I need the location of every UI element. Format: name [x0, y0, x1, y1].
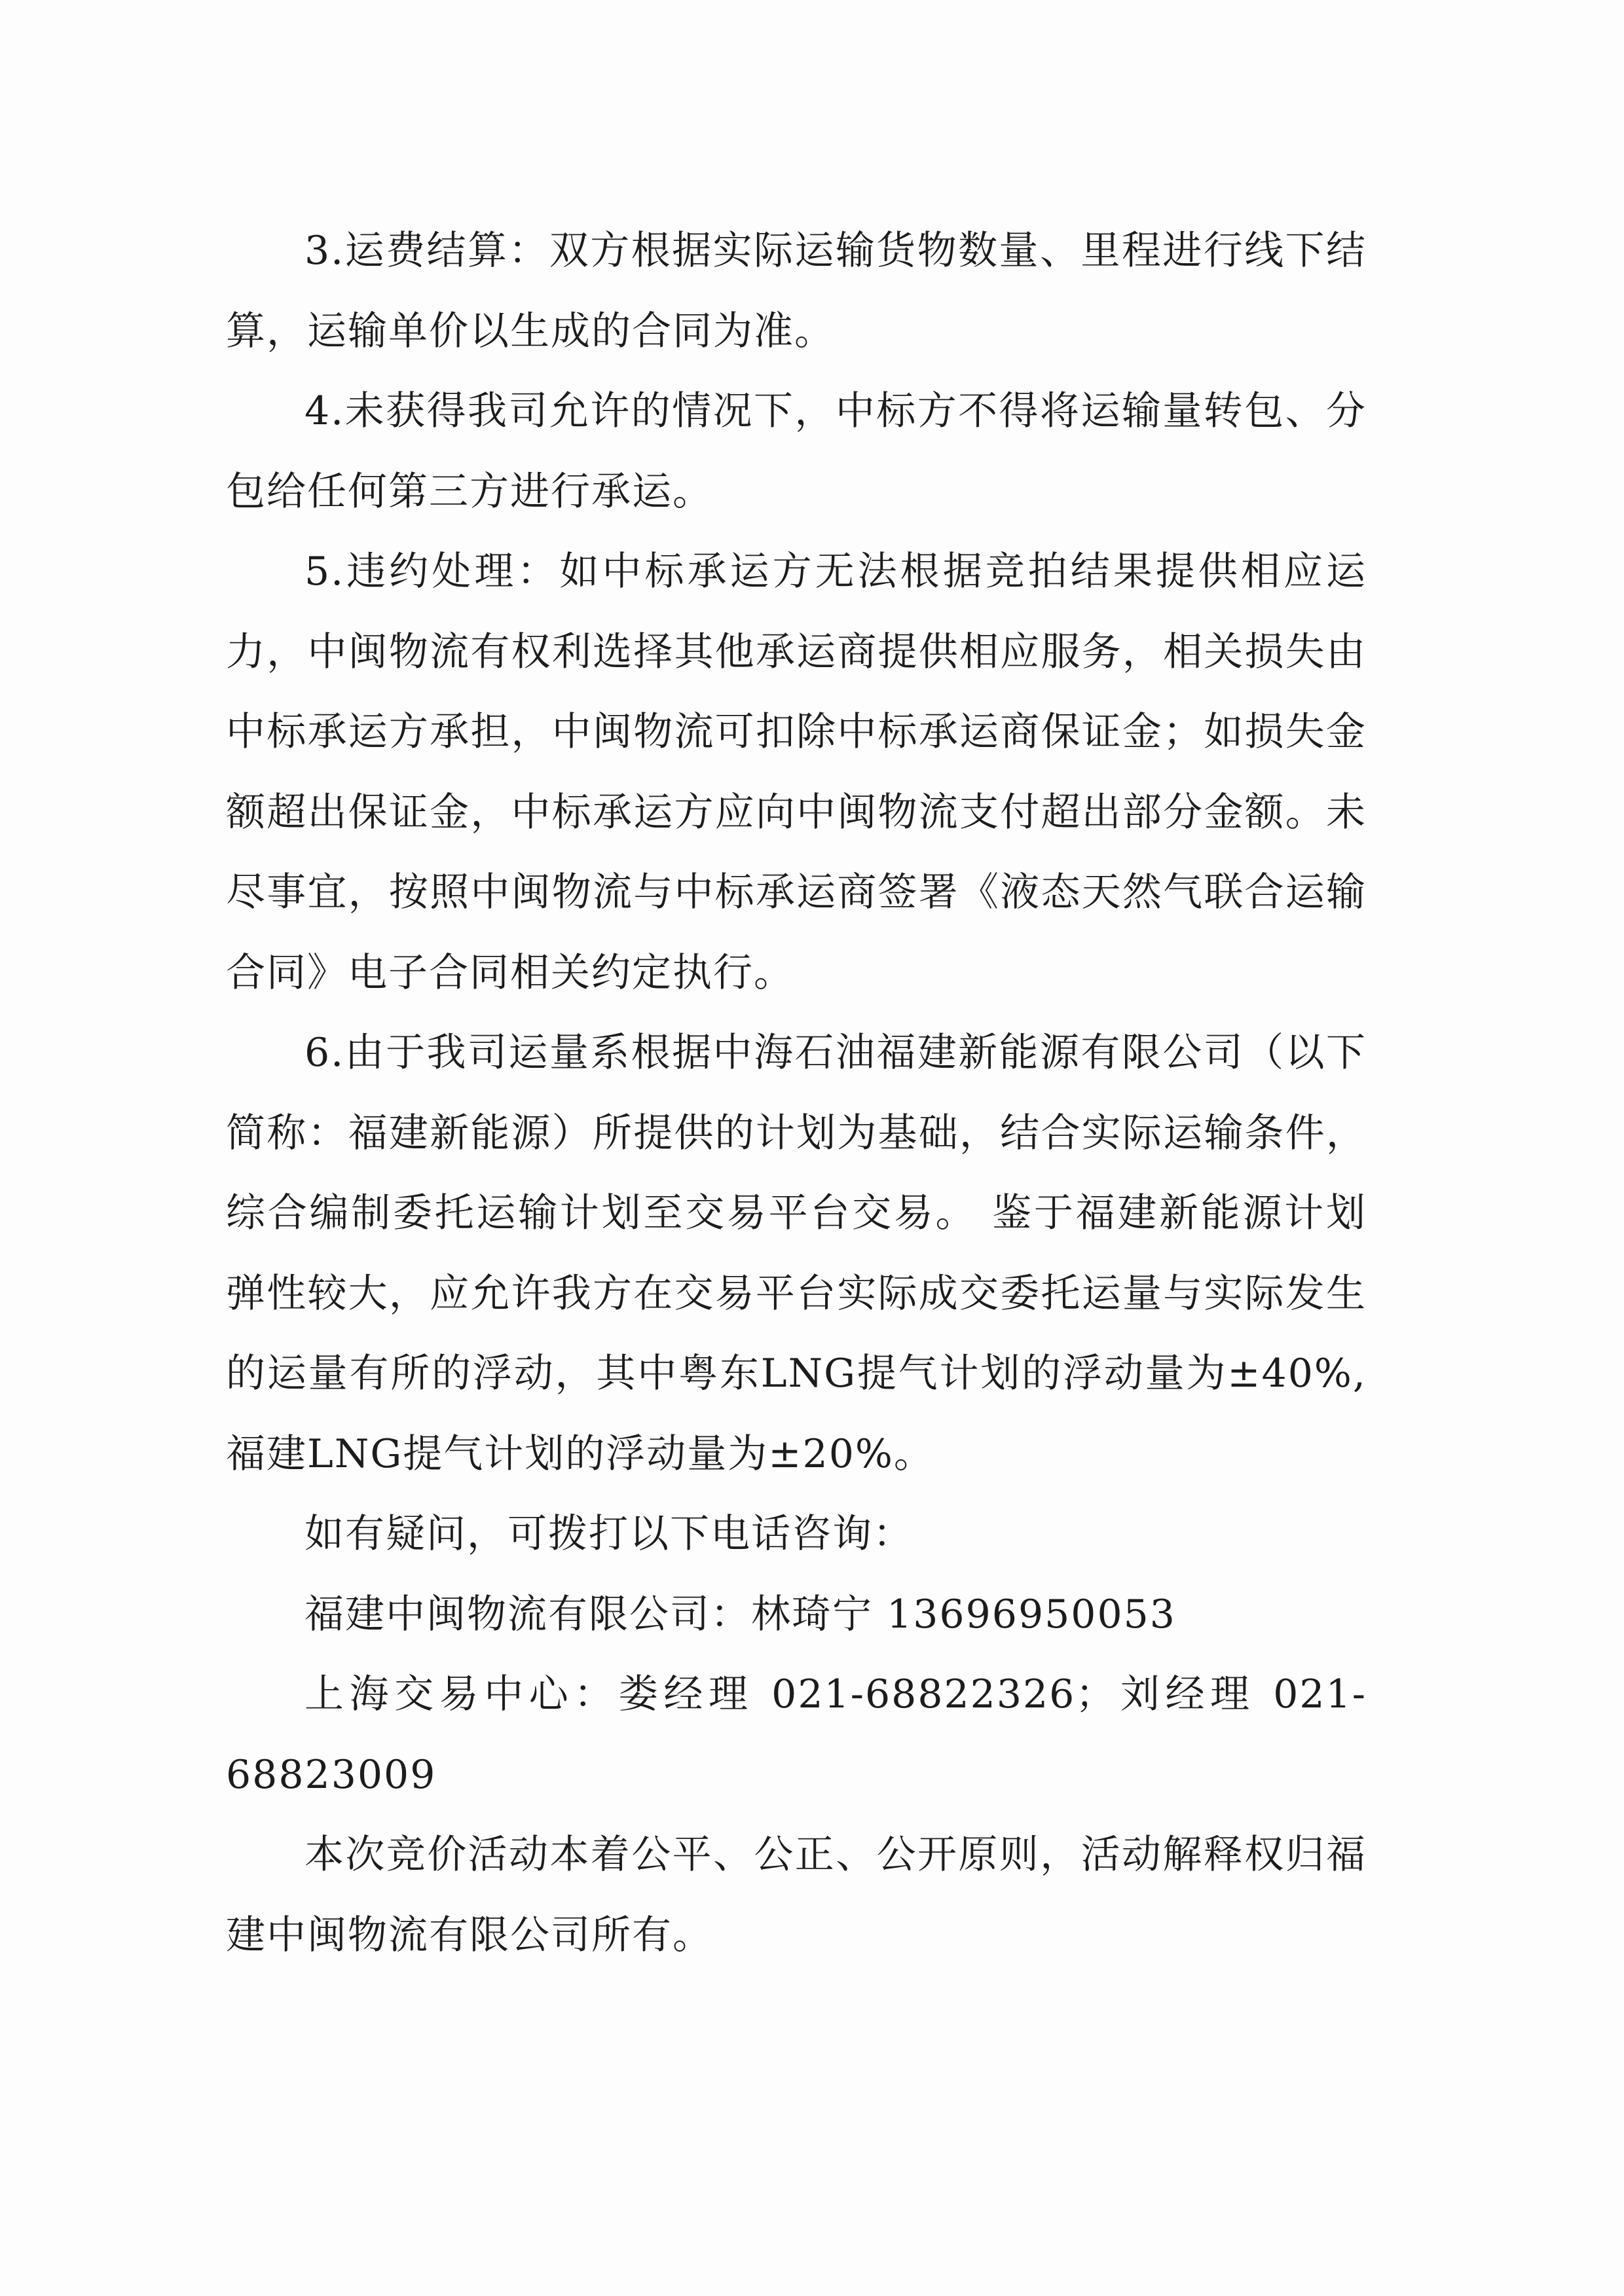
- closing-statement: 本次竞价活动本着公平、公正、公开原则，活动解释权归福建中闽物流有限公司所有。: [226, 1832, 1367, 1958]
- document-body: [226, 211, 1367, 1975]
- paragraph-subcontract-restriction: 4.未获得我司允许的情况下，中标方不得将运输量转包、分包给任何第三方进行承运。: [226, 388, 1367, 515]
- contact-shanghai: 上海交易中心：娄经理 021-68822326；刘经理 021-68823009: [226, 1671, 1367, 1798]
- paragraph-breach-handling: 5.违约处理：如中标承运方无法根据竞拍结果提供相应运力，中闽物流有权利选择其他承运商提供相应服务，相关损失由中标承运方承担，中闽物流可扣除中标承运商保证金；如损失金额超出保证金，中标承运方应向中闽物流支付超出部分金额。未尽事宜，按照中闽物流与中标承运商签署《液态天然气联合运输合同》电子合同相关约定执行。: [226, 549, 1367, 996]
- paragraph-freight-settlement: 3.运费结算：双方根据实际运输货物数量、里程进行线下结算，运输单价以生成的合同为准。: [226, 228, 1367, 354]
- paragraph-volume-fluctuation: 6.由于我司运量系根据中海石油福建新能源有限公司（以下简称：福建新能源）所提供的计划为基础，结合实际运输条件，综合编制委托运输计划至交易平台交易。 鉴于福建新能源计划弹性较大，应允许我方在交易平台实际成交委托运量与实际发生的运量有所的浮动，其中粤东LNG提气计划的浮动量为±40%,福建LNG提气计划的浮动量为±20%。: [226, 1030, 1367, 1477]
- contact-fujian: 福建中闽物流有限公司：林琦宁 13696950053: [304, 1591, 1176, 1637]
- contact-intro: 如有疑问，可拨打以下电话咨询：: [304, 1511, 913, 1557]
